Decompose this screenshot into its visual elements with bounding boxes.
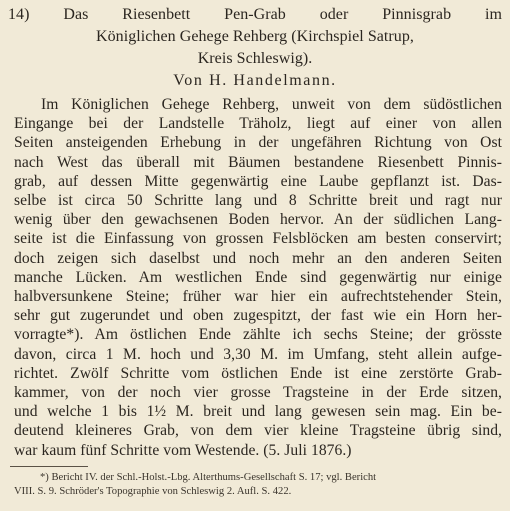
body-line: doch zeigen sich daselbst und noch mehr an den anderen Seiten — [14, 249, 502, 267]
body-line-last: war kaum fünf Schritte vom Westende. (5. Juli 1876.) — [14, 441, 352, 459]
heading-line-1: 14) Das Riesenbett Pen-Grab oder Pinnisgrab im — [8, 6, 502, 23]
body-line: grab, auf dessen Mitte gegenwärtig eine Laube gepflanzt ist. Das- — [14, 172, 502, 190]
body-line: richtet. Zwölf Schritte vom östlichen Ende ist eine zerstörte Grab- — [14, 364, 502, 382]
footnote-line-1: *) Bericht IV. der Schl.-Holst.-Lbg. Alterthums-Gesellschaft S. 17; vgl. Bericht — [40, 471, 377, 483]
body-line: und welche 1 bis 1½ M. breit und lang gewesen sein mag. Ein be- — [14, 403, 502, 421]
body-line: Im Königlichen Gehege Rehberg, unweit von dem südöstlichen — [41, 96, 502, 113]
body-line: wenig über den gewachsenen Boden hervor. An der südlichen Lang- — [14, 211, 502, 229]
body-line: vorragte*). Am östlichen Ende zählte ich sechs Steine; der grösste — [14, 326, 502, 344]
body-line: halbversunkene Steine; früher war hier ein aufrechtstehender Stein, — [14, 288, 502, 305]
footnote-rule — [10, 466, 88, 467]
footnote-line-2: VIII. S. 9. Schröder's Topographie von Schleswig 2. Aufl. S. 422. — [14, 485, 292, 497]
body-line: sehr gut zugerundet und oben zugespitzt, der fast wie ein Horn her- — [14, 307, 502, 325]
body-line: manche Lücken. Am westlichen Ende sind gegenwärtig nur einige — [14, 268, 502, 286]
body-line: kammer, von der noch vier grosse Tragsteine in der Erde sitzen, — [14, 384, 502, 401]
body-line: deutend kleineres Grab, von dem vier kleine Tragsteine übrig sind, — [14, 422, 502, 440]
body-line: seite ist die Einfassung von grossen Felsblöcken am besten conservirt; — [14, 230, 502, 248]
body-line: nach West das überall mit Bäumen bestandene Riesenbett Pinnis- — [14, 153, 502, 171]
heading-line-2: Königlichen Gehege Rehberg (Kirchspiel Satrup, — [96, 28, 414, 45]
body-line: selbe ist circa 50 Schritte lang und 8 Schritte breit und ragt nur — [14, 192, 502, 209]
author-line: Von H. Handelmann. — [173, 72, 337, 89]
body-line: Eingange bei der Landstelle Träholz, liegt auf einer von allen — [14, 115, 502, 133]
body-line: davon, circa 1 M. hoch und 3,30 M. im Umfang, steht allein aufge- — [14, 345, 502, 363]
heading-line-3: Kreis Schleswig). — [197, 50, 313, 67]
body-line: Seiten ansteigenden Erhebung in der ungefähren Richtung von Ost — [14, 134, 502, 152]
